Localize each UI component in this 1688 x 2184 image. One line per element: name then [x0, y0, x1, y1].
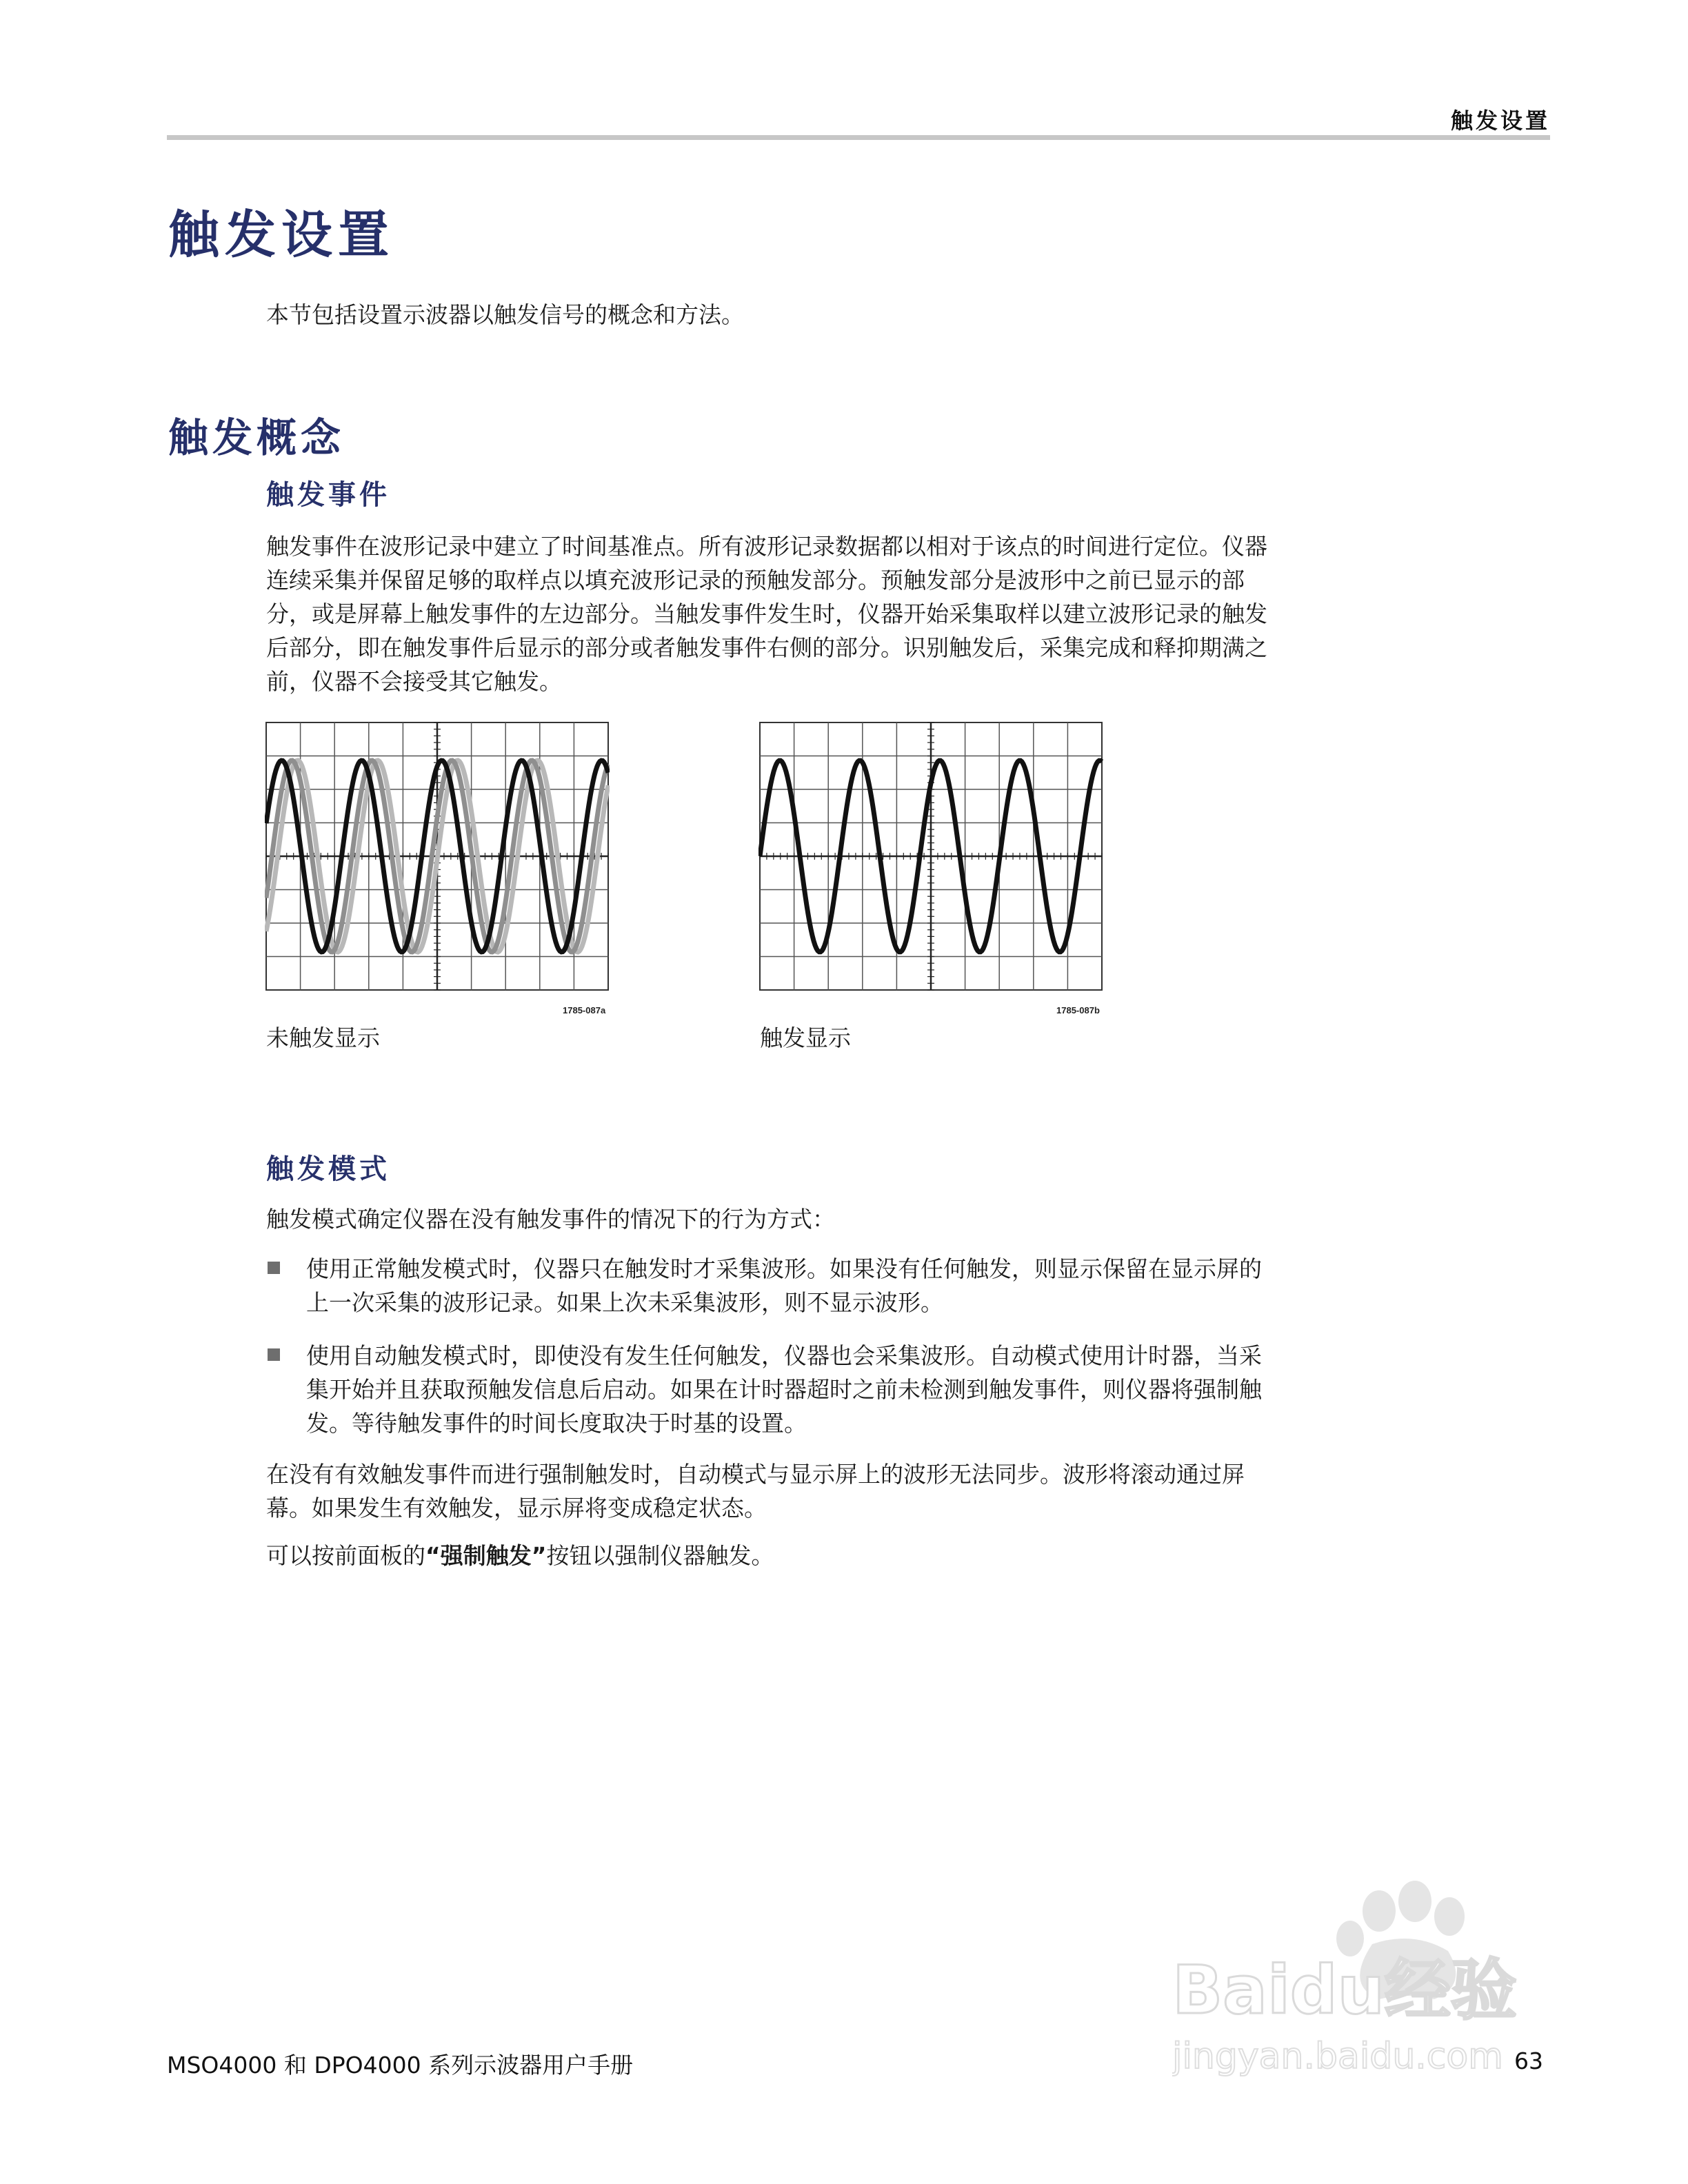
- figure-code: 1785-087b: [1056, 1005, 1100, 1015]
- watermark-brand: Baidu经验: [1172, 1952, 1517, 2029]
- paragraph-line: 集开始并且获取预触发信息后启动。如果在计时器超时之前未检测到触发事件，则仪器将强制触: [306, 1376, 1262, 1403]
- paragraph-line: 发。等待触发事件的时间长度取决于时基的设置。: [306, 1410, 807, 1437]
- paragraph-line: 后部分，即在触发事件后显示的部分或者触发事件右侧的部分。识别触发后，采集完成和释抑期满之: [266, 634, 1267, 661]
- figure-caption: 未触发显示: [266, 1024, 380, 1051]
- paragraph-line: 幕。如果发生有效触发，显示屏将变成稳定状态。: [266, 1495, 767, 1521]
- figure-code: 1785-087a: [563, 1005, 606, 1015]
- paragraph-line: 上一次采集的波形记录。如果上次未采集波形，则不显示波形。: [306, 1289, 943, 1316]
- footer-manual-title: MSO4000 和 DPO4000 系列示波器用户手册: [167, 2052, 634, 2079]
- force-trigger-button-label: “强制触发”: [425, 1542, 547, 1569]
- page-title: 触发设置: [168, 205, 394, 265]
- auto-mode-note: [266, 1457, 1507, 1525]
- intro-paragraph: 本节包括设置示波器以触发信号的概念和方法。: [266, 301, 744, 328]
- running-header: 触发设置: [1450, 108, 1550, 134]
- bullet-square-icon: [268, 1348, 280, 1361]
- header-rule: [167, 135, 1550, 140]
- untriggered-display-figure: [265, 721, 610, 991]
- paragraph-line: 使用正常触发模式时，仪器只在触发时才采集波形。如果没有任何触发，则显示保留在显示屏的: [306, 1255, 1262, 1282]
- section-heading: 触发概念: [168, 414, 345, 461]
- bullet-auto-mode: [266, 1339, 1507, 1440]
- paragraph-line: 在没有有效触发事件而进行强制触发时，自动模式与显示屏上的波形无法同步。波形将滚动通过屏: [266, 1461, 1245, 1488]
- bullet-square-icon: [268, 1262, 280, 1274]
- force-trigger-paragraph: [266, 1539, 1507, 1573]
- force-text-before: 可以按前面板的: [266, 1542, 425, 1569]
- trigger-event-heading: 触发事件: [266, 479, 390, 511]
- oscilloscope-graticule-untriggered: [265, 721, 610, 991]
- paragraph-line: 连续采集并保留足够的取样点以填充波形记录的预触发部分。预触发部分是波形中之前已显示的部: [266, 567, 1245, 594]
- page-number: 63: [1514, 2048, 1543, 2074]
- watermark-url: jingyan.baidu.com: [1172, 2036, 1503, 2077]
- bullet-normal-mode: [266, 1252, 1507, 1320]
- paragraph-line: 分，或是屏幕上触发事件的左边部分。当触发事件发生时，仪器开始采集取样以建立波形记录的触发: [266, 600, 1267, 627]
- trigger-event-paragraph: [266, 529, 1507, 698]
- force-text-after: 按钮以强制仪器触发。: [546, 1542, 774, 1569]
- trigger-mode-heading: 触发模式: [266, 1153, 390, 1185]
- paragraph-line: 前，仪器不会接受其它触发。: [266, 668, 562, 695]
- paragraph-line: 触发事件在波形记录中建立了时间基准点。所有波形记录数据都以相对于该点的时间进行定位。仪器: [266, 533, 1267, 560]
- paragraph-line: 使用自动触发模式时，即使没有发生任何触发，仪器也会采集波形。自动模式使用计时器，当采: [306, 1342, 1262, 1369]
- figure-caption: 触发显示: [760, 1024, 851, 1051]
- trigger-mode-intro: 触发模式确定仪器在没有触发事件的情况下的行为方式：: [266, 1206, 835, 1233]
- oscilloscope-graticule-triggered: [758, 721, 1103, 991]
- triggered-display-figure: [758, 721, 1103, 991]
